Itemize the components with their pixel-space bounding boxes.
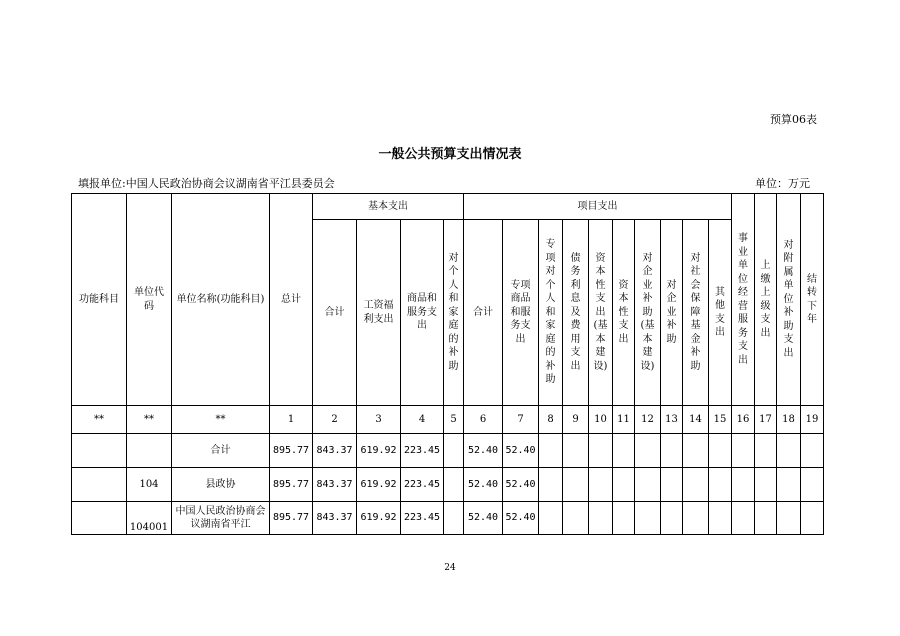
cell-func: [72, 502, 127, 535]
index-cell: 19: [801, 406, 824, 434]
cell-empty: [709, 502, 732, 535]
index-cell: 16: [732, 406, 755, 434]
header-carry-over: 结 转 下 年: [801, 194, 824, 406]
header-social-security: 对 社 会 保 障 基 金 补 助: [683, 220, 709, 406]
cell-wages: 619.92: [357, 468, 401, 502]
cell-empty: [635, 468, 661, 502]
cell-empty: [444, 502, 464, 535]
header-project-group: 项目支出: [464, 194, 732, 220]
cell-basic-total: 843.37: [313, 468, 357, 502]
cell-empty: [755, 468, 777, 502]
table-row: [72, 502, 824, 535]
cell-empty: [635, 434, 661, 468]
index-cell: 10: [589, 406, 613, 434]
cell-empty: [777, 434, 801, 468]
cell-empty: [732, 502, 755, 535]
cell-code: [127, 434, 172, 468]
header-enterprise: 对 企 业 补 助: [661, 220, 683, 406]
index-cell: 7: [503, 406, 539, 434]
index-cell: 4: [401, 406, 444, 434]
budget-table: [71, 193, 824, 535]
cell-empty: [661, 502, 683, 535]
cell-empty: [683, 434, 709, 468]
cell-empty: [683, 468, 709, 502]
index-cell: 5: [444, 406, 464, 434]
cell-wages: 619.92: [357, 434, 401, 468]
index-row: [72, 406, 824, 434]
cell-proj-goods: 52.40: [503, 468, 539, 502]
cell-name: 合计: [172, 434, 270, 468]
header-proj-individual: 专 项 对 个 人 和 家 庭 的 补 助: [539, 220, 563, 406]
cell-empty: [732, 468, 755, 502]
cell-code: 104: [127, 468, 172, 502]
cell-proj-total: 52.40: [464, 468, 503, 502]
cell-empty: [444, 434, 464, 468]
index-cell: 9: [563, 406, 589, 434]
cell-empty: [683, 502, 709, 535]
header-individual: 对 个 人 和 家 庭 的 补 助: [444, 220, 464, 406]
index-cell: 2: [313, 406, 357, 434]
cell-empty: [801, 502, 824, 535]
index-cell: 18: [777, 406, 801, 434]
header-public-units: 事 业 单 位 经 营 服 务 支 出: [732, 194, 755, 406]
cell-goods: 223.45: [401, 468, 444, 502]
header-upper-level: 上 缴 上 级 支 出: [755, 194, 777, 406]
cell-basic-total: 843.37: [313, 502, 357, 535]
cell-empty: [635, 502, 661, 535]
cell-empty: [755, 434, 777, 468]
header-project-total: 合计: [464, 220, 503, 406]
cell-name: 县政协: [172, 468, 270, 502]
index-cell: **: [172, 406, 270, 434]
index-cell: 8: [539, 406, 563, 434]
cell-name: 中国人民政治协商会议湖南省平江: [172, 502, 270, 535]
cell-empty: [563, 502, 589, 535]
index-cell: 1: [270, 406, 313, 434]
cell-empty: [801, 434, 824, 468]
currency-unit: 单位：万元: [755, 177, 810, 190]
cell-empty: [444, 468, 464, 502]
cell-func: [72, 468, 127, 502]
index-cell: 14: [683, 406, 709, 434]
cell-total: 895.77: [270, 468, 313, 502]
cell-empty: [777, 468, 801, 502]
cell-proj-goods: 52.40: [503, 502, 539, 535]
index-cell: 6: [464, 406, 503, 434]
page-title: 一般公共预算支出情况表: [378, 147, 522, 162]
cell-empty: [539, 468, 563, 502]
cell-empty: [661, 468, 683, 502]
index-cell: 17: [755, 406, 777, 434]
header-goods-services: 商品和 服务支 出: [401, 220, 444, 406]
cell-empty: [755, 502, 777, 535]
header-unit-code: 单位代 码: [127, 194, 172, 406]
cell-empty: [801, 468, 824, 502]
index-cell: 3: [357, 406, 401, 434]
cell-empty: [709, 434, 732, 468]
cell-goods: 223.45: [401, 434, 444, 468]
header-func-subject: 功能科目: [72, 194, 127, 406]
header-wages: 工资福 利支出: [357, 220, 401, 406]
cell-proj-total: 52.40: [464, 434, 503, 468]
header-affiliated: 对 附 属 单 位 补 助 支 出: [777, 194, 801, 406]
header-basic-group: 基本支出: [313, 194, 464, 220]
cell-empty: [709, 468, 732, 502]
cell-empty: [732, 434, 755, 468]
index-cell: 15: [709, 406, 732, 434]
header-other: 其 他 支 出: [709, 220, 732, 406]
cell-proj-goods: 52.40: [503, 434, 539, 468]
cell-code: 104001: [127, 502, 172, 535]
cell-func: [72, 434, 127, 468]
cell-empty: [589, 468, 613, 502]
header-unit-name: 单位名称(功能科目): [172, 194, 270, 406]
header-capital2: 资 本 性 支 出: [613, 220, 635, 406]
table-row: [72, 434, 824, 468]
page-number: 24: [444, 563, 456, 573]
header-capital: 资 本 性 支 出 (基 本 建 设): [589, 220, 613, 406]
header-total: 总计: [270, 194, 313, 406]
index-cell: 12: [635, 406, 661, 434]
cell-empty: [589, 434, 613, 468]
header-basic-total: 合计: [313, 220, 357, 406]
cell-empty: [661, 434, 683, 468]
filing-unit: 填报单位:中国人民政治协商会议湖南省平江县委员会: [78, 177, 335, 190]
form-number: 预算06表: [770, 113, 817, 126]
cell-empty: [563, 434, 589, 468]
cell-empty: [539, 434, 563, 468]
index-cell: **: [72, 406, 127, 434]
cell-proj-total: 52.40: [464, 502, 503, 535]
cell-empty: [539, 502, 563, 535]
index-cell: **: [127, 406, 172, 434]
cell-basic-total: 843.37: [313, 434, 357, 468]
header-enterprise-capital: 对 企 业 补 助 (基 本 建 设): [635, 220, 661, 406]
header-debt-interest: 债 务 利 息 及 费 用 支 出: [563, 220, 589, 406]
cell-total: 895.77: [270, 502, 313, 535]
cell-empty: [563, 468, 589, 502]
header-proj-goods: 专项 商品 和服 务支 出: [503, 220, 539, 406]
cell-wages: 619.92: [357, 502, 401, 535]
index-cell: 11: [613, 406, 635, 434]
cell-empty: [613, 502, 635, 535]
cell-goods: 223.45: [401, 502, 444, 535]
cell-empty: [589, 502, 613, 535]
index-cell: 13: [661, 406, 683, 434]
cell-empty: [777, 502, 801, 535]
cell-empty: [613, 468, 635, 502]
cell-empty: [613, 434, 635, 468]
table-row: [72, 468, 824, 502]
cell-total: 895.77: [270, 434, 313, 468]
